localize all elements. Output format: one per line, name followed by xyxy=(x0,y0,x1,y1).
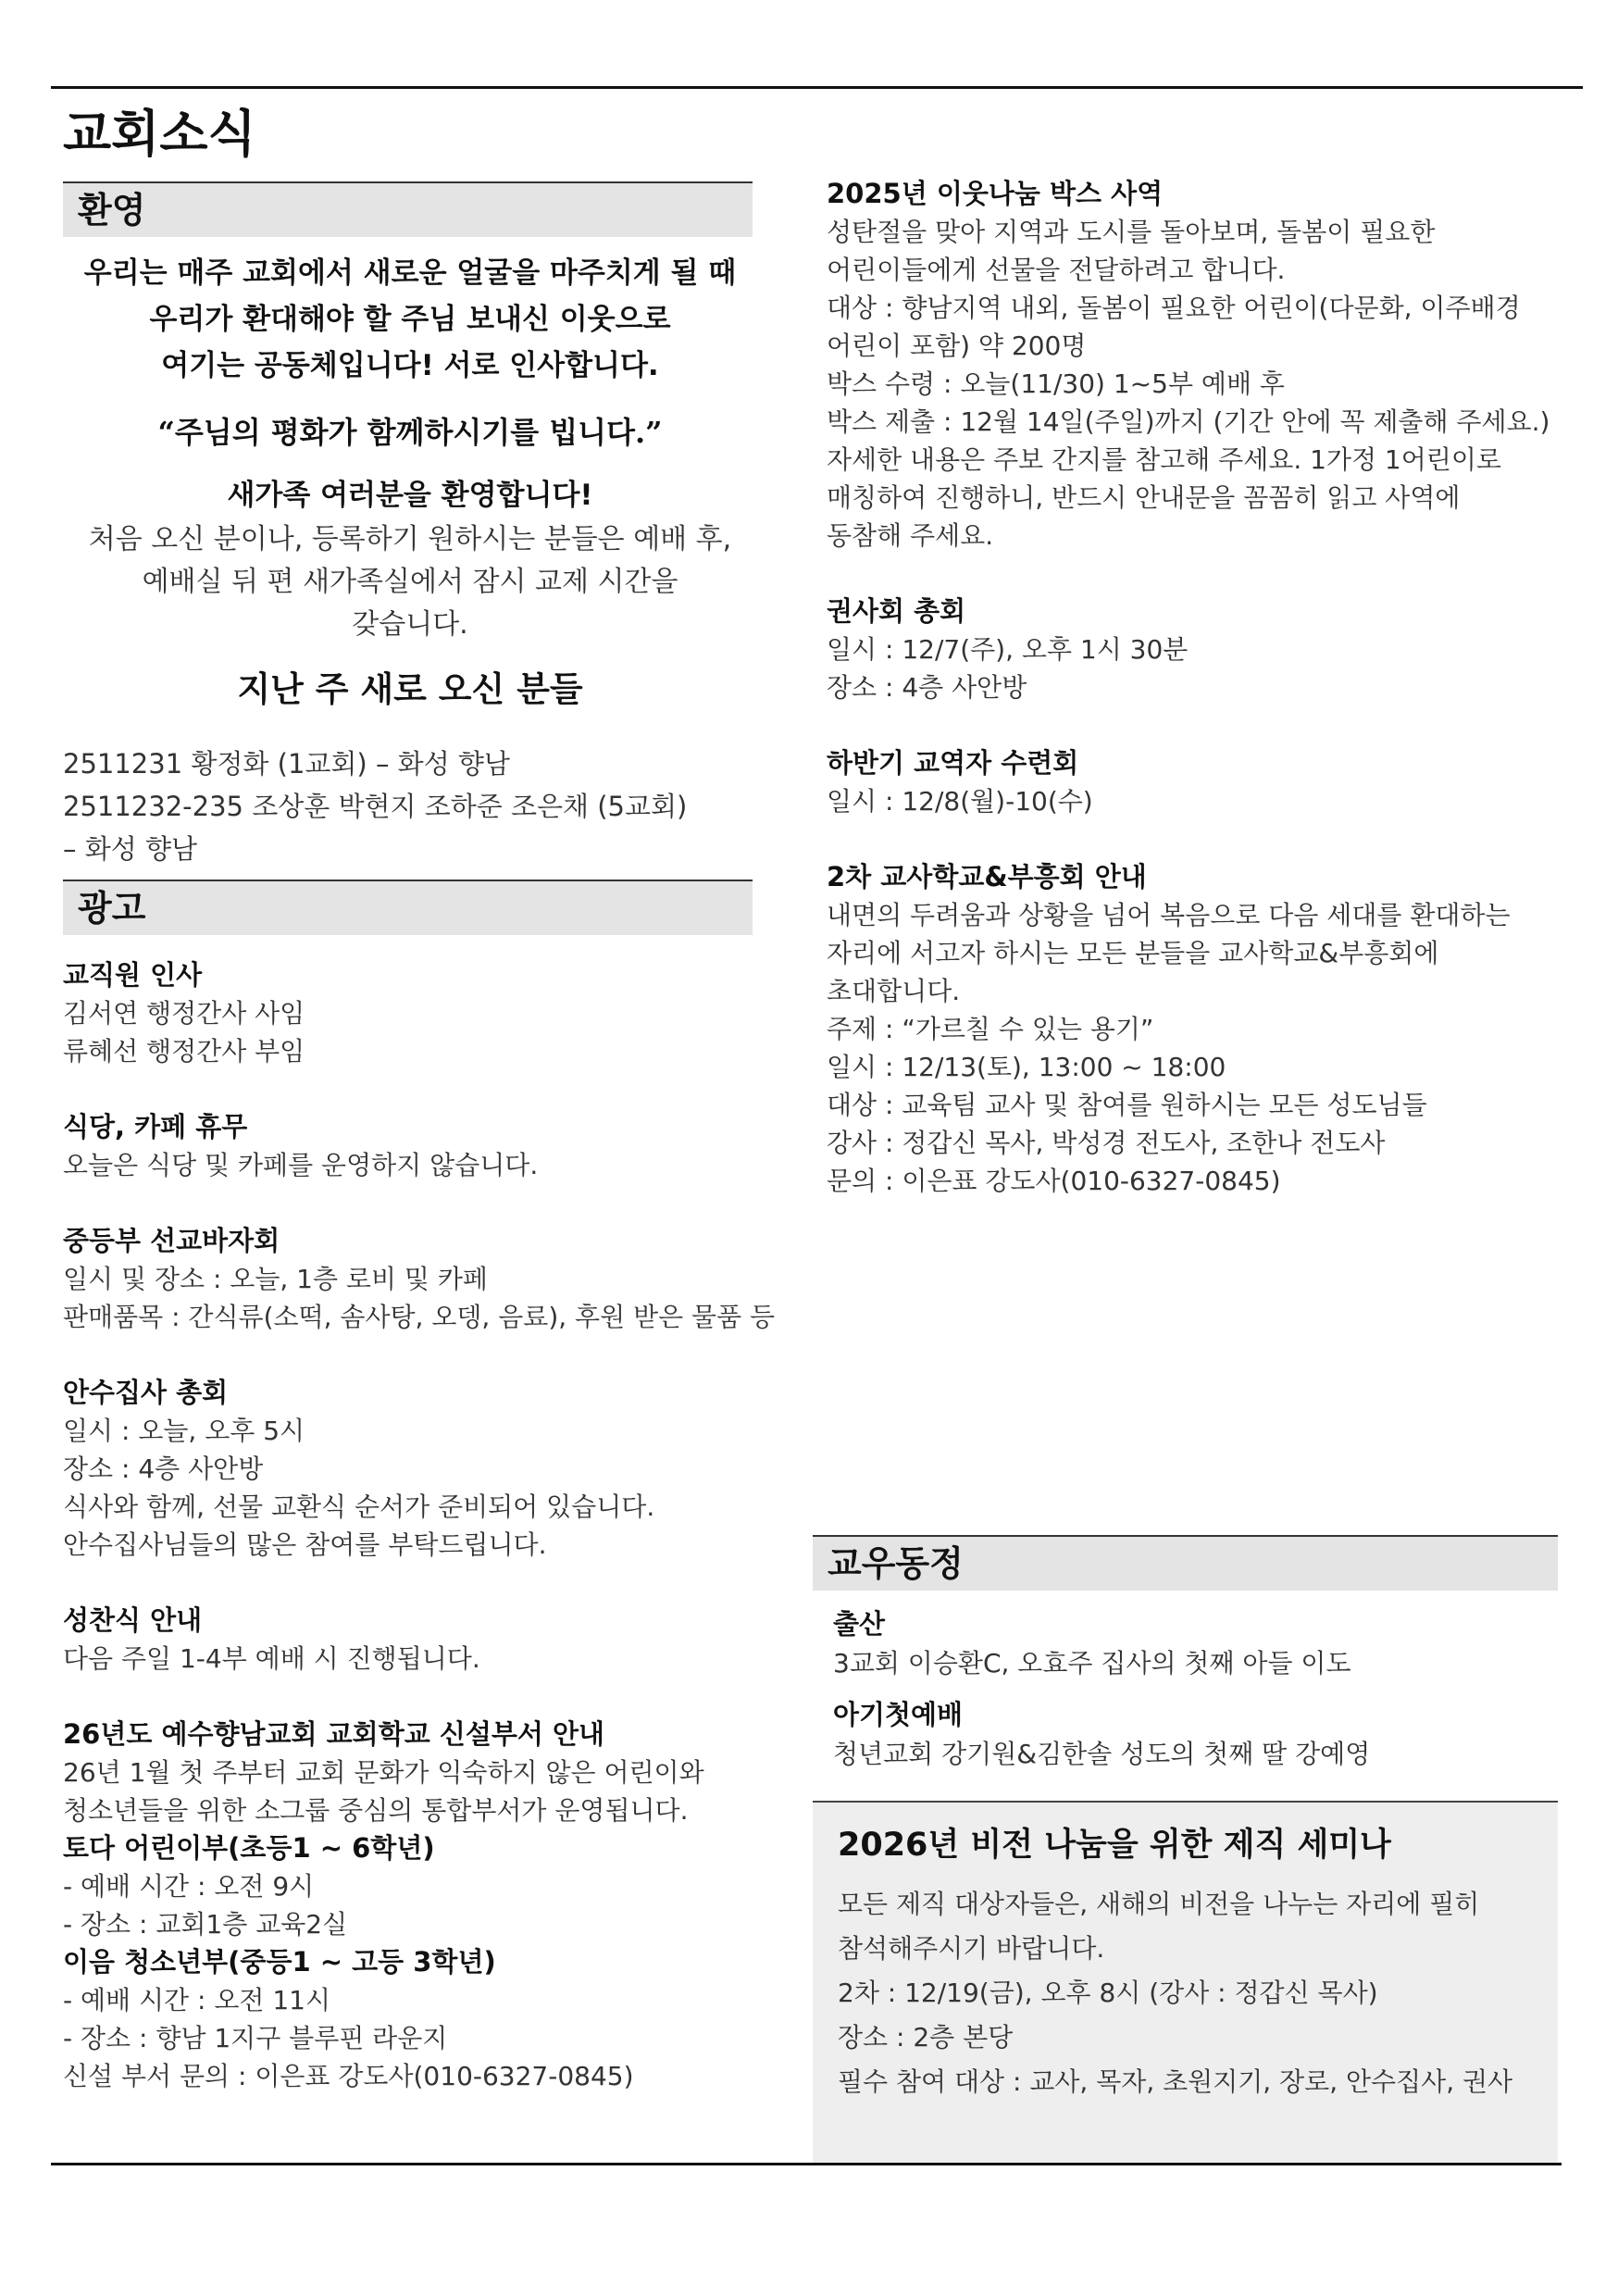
notice-title: 2025년 이웃나눔 박스 사역 xyxy=(827,178,1164,209)
notice-line: 초대합니다. xyxy=(827,976,961,1006)
seminar-line: 2차 : 12/19(금), 오후 8시 (강사 : 정갑신 목사) xyxy=(838,1978,1378,2008)
seminar-line: 모든 제직 대상자들은, 새해의 비전을 나누는 자리에 필히 xyxy=(838,1889,1480,1919)
notice-title: 2차 교사학교&부흥회 안내 xyxy=(827,861,1147,892)
top-rule xyxy=(51,86,1583,89)
notice-item xyxy=(827,857,1558,1200)
ad-title: 교직원 인사 xyxy=(63,959,203,991)
ad-line: 식사와 함께, 선물 교환식 순서가 준비되어 있습니다. xyxy=(63,1491,655,1522)
list-item: 2511231 황정화 (1교회) – 화성 향남 xyxy=(63,748,510,780)
notice-line: 일시 : 12/8(월)-10(수) xyxy=(827,786,1093,817)
notice-item xyxy=(827,743,1558,820)
last-week-title: 지난 주 새로 오신 분들 xyxy=(237,669,583,709)
dept-contact: 신설 부서 문의 : 이은표 강도사(010-6327-0845) xyxy=(63,2061,634,2091)
ad-item xyxy=(63,1221,776,1336)
notice-title: 하반기 교역자 수련회 xyxy=(827,747,1079,779)
school-intro-line: 청소년들을 위한 소그룹 중심의 통합부서가 운영됩니다. xyxy=(63,1795,689,1826)
list-item: – 화성 향남 xyxy=(63,833,197,865)
notice-item xyxy=(827,174,1558,555)
notice-line: 일시 : 12/13(토), 13:00 ~ 18:00 xyxy=(827,1052,1226,1082)
family-news xyxy=(813,1535,1558,1774)
family-item xyxy=(813,1603,1558,1683)
notice-title: 권사회 총회 xyxy=(827,595,966,627)
dept-line: - 장소 : 교회1층 교육2실 xyxy=(63,1909,348,1940)
bottom-rule xyxy=(51,2163,1562,2165)
section-header-welcome: 환영 xyxy=(63,181,753,237)
ad-line: 판매품목 : 간식류(소떡, 솜사탕, 오뎅, 음료), 후원 받은 물품 등 xyxy=(63,1302,776,1332)
school-intro-line: 26년 1월 첫 주부터 교회 문화가 익숙하지 않은 어린이와 xyxy=(63,1757,704,1788)
right-column xyxy=(827,174,1558,1237)
family-item-line: 청년교회 강기원&김한솔 성도의 첫째 딸 강예영 xyxy=(833,1739,1371,1769)
section-header-ads: 광고 xyxy=(63,880,753,935)
dept-line: - 예배 시간 : 오전 9시 xyxy=(63,1871,315,1902)
ad-line: 김서연 행정간사 사임 xyxy=(63,998,305,1029)
notice-line: 어린이 포함) 약 200명 xyxy=(827,331,1087,361)
family-item-title: 아기첫예배 xyxy=(833,1699,964,1730)
dept-title-toda: 토다 어린이부(초등1 ~ 6학년) xyxy=(63,1832,435,1864)
ads-list xyxy=(63,955,776,2095)
ad-line: 류혜선 행정간사 부임 xyxy=(63,1036,305,1067)
notice-line: 내면의 두려움과 상황을 넘어 복음으로 다음 세대를 환대하는 xyxy=(827,900,1511,930)
list-item: 2511232-235 조상훈 박현지 조하준 조은채 (5교회) xyxy=(63,791,688,822)
notice-line: 일시 : 12/7(주), 오후 1시 30분 xyxy=(827,634,1189,665)
notice-line: 동참해 주세요. xyxy=(827,520,994,551)
family-item-line: 3교회 이승환C, 오효주 집사의 첫째 아들 이도 xyxy=(833,1648,1351,1678)
newcomer-text-line: 처음 오신 분이나, 등록하기 원하시는 분들은 예배 후, xyxy=(88,523,732,555)
ad-line: 일시 및 장소 : 오늘, 1층 로비 및 카페 xyxy=(63,1264,488,1294)
ad-item xyxy=(63,1601,757,1678)
seminar-line: 장소 : 2층 본당 xyxy=(838,2022,1014,2053)
notice-line: 주제 : “가르칠 수 있는 용기” xyxy=(827,1014,1154,1044)
welcome-line: 여기는 공동체입니다! 서로 인사합니다. xyxy=(161,349,659,382)
notice-line: 자세한 내용은 주보 간지를 참고해 주세요. 1가정 1어린이로 xyxy=(827,444,1501,475)
notice-line: 매칭하여 진행하니, 반드시 안내문을 꼼꼼히 읽고 사역에 xyxy=(827,482,1461,513)
notice-line: 대상 : 교육팀 교사 및 참여를 원하시는 모든 성도님들 xyxy=(827,1090,1427,1120)
ad-item xyxy=(63,1373,757,1564)
newcomer-title: 새가족 여러분을 환영합니다! xyxy=(227,479,593,512)
notice-line: 문의 : 이은표 강도사(010-6327-0845) xyxy=(827,1166,1281,1196)
ad-item xyxy=(63,955,757,1070)
welcome-line: 우리는 매주 교회에서 새로운 얼굴을 마주치게 될 때 xyxy=(83,256,737,290)
ad-item xyxy=(63,1107,757,1184)
school-title: 26년도 예수향남교회 교회학교 신설부서 안내 xyxy=(63,1718,604,1750)
dept-title-ieum: 이음 청소년부(중등1 ~ 고등 3학년) xyxy=(63,1946,496,1978)
notice-line: 박스 제출 : 12월 14일(주일)까지 (기간 안에 꼭 제출해 주세요.) xyxy=(827,406,1550,437)
ad-line: 다음 주일 1-4부 예배 시 진행됩니다. xyxy=(63,1643,480,1674)
notice-item xyxy=(827,592,1558,706)
seminar-box xyxy=(813,1801,1558,2163)
welcome-block xyxy=(63,250,757,715)
ad-line: 오늘은 식당 및 카페를 운영하지 않습니다. xyxy=(63,1150,539,1180)
ad-title: 중등부 선교바자회 xyxy=(63,1225,280,1256)
page-title: 교회소식 xyxy=(63,105,256,163)
peace-quote: “주님의 평화가 함께하시기를 빕니다.” xyxy=(157,415,663,450)
newcomer-text-line: 예배실 뒤 편 새가족실에서 잠시 교제 시간을 xyxy=(142,566,678,598)
notice-line: 성탄절을 맞아 지역과 도시를 돌아보며, 돌봄이 필요한 xyxy=(827,217,1436,247)
seminar-line: 필수 참여 대상 : 교사, 목자, 초원지기, 장로, 안수집사, 권사 xyxy=(838,2066,1513,2097)
family-item-title: 출산 xyxy=(833,1608,886,1640)
newcomer-text-line: 갖습니다. xyxy=(352,608,468,641)
family-item xyxy=(813,1694,1558,1774)
notice-line: 자리에 서고자 하시는 모든 분들을 교사학교&부흥회에 xyxy=(827,938,1439,968)
section-header-family: 교우동정 xyxy=(813,1535,1558,1591)
notice-line: 강사 : 정갑신 목사, 박성경 전도사, 조한나 전도사 xyxy=(827,1128,1386,1158)
seminar-line: 참석해주시기 바랍니다. xyxy=(838,1933,1105,1964)
ad-title: 안수집사 총회 xyxy=(63,1377,229,1408)
ad-line: 일시 : 오늘, 오후 5시 xyxy=(63,1416,305,1446)
left-column xyxy=(63,181,776,2095)
notice-line: 박스 수령 : 오늘(11/30) 1~5부 예배 후 xyxy=(827,368,1285,399)
welcome-line: 우리가 환대해야 할 주님 보내신 이웃으로 xyxy=(149,303,671,336)
ad-line: 장소 : 4층 사안방 xyxy=(63,1454,264,1484)
notice-line: 장소 : 4층 사안방 xyxy=(827,672,1027,703)
notice-line: 어린이들에게 선물을 전달하려고 합니다. xyxy=(827,255,1286,285)
seminar-title: 2026년 비전 나눔을 위한 제직 세미나 xyxy=(838,1827,1391,1864)
ad-line: 안수집사님들의 많은 참여를 부탁드립니다. xyxy=(63,1529,547,1560)
ad-title: 성찬식 안내 xyxy=(63,1604,203,1636)
dept-line: - 예배 시간 : 오전 11시 xyxy=(63,1985,331,2015)
school-dept-notice xyxy=(63,1715,757,2095)
notice-line: 대상 : 향남지역 내외, 돌봄이 필요한 어린이(다문화, 이주배경 xyxy=(827,293,1521,323)
dept-line: - 장소 : 향남 1지구 블루핀 라운지 xyxy=(63,2023,448,2053)
ad-title: 식당, 카페 휴무 xyxy=(63,1111,248,1142)
newcomer-list xyxy=(63,742,757,870)
